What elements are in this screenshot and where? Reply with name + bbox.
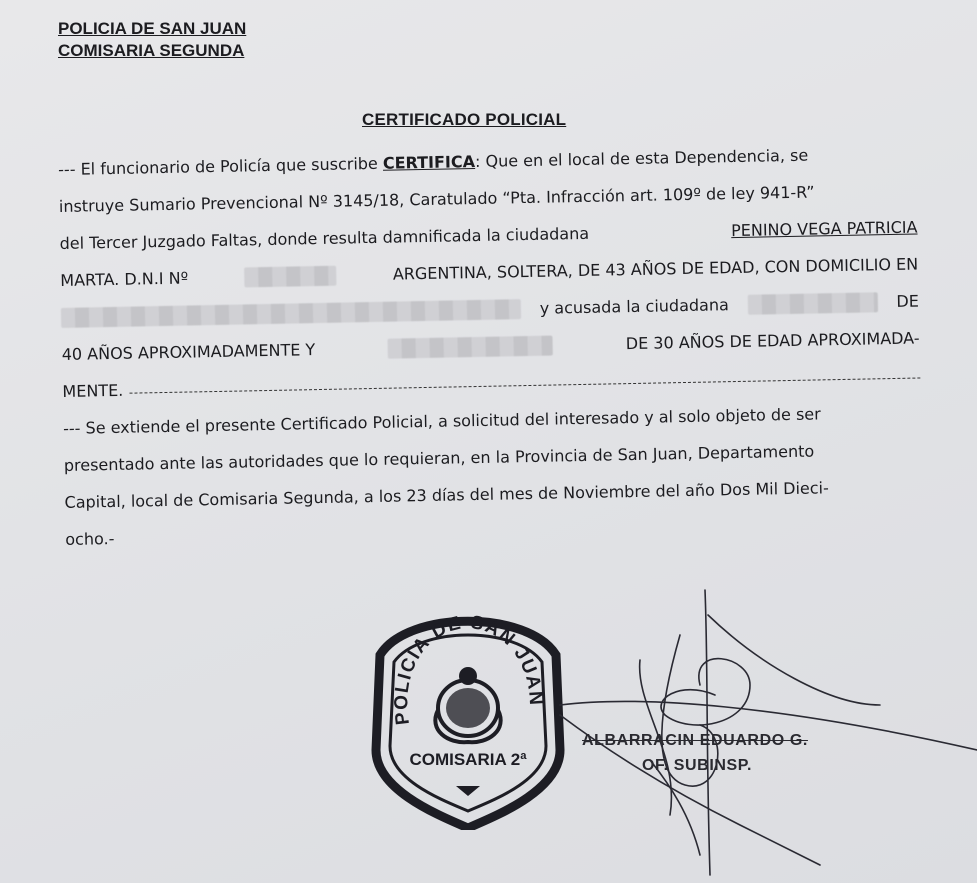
body-text: : Que en el local de esta Dependencia, se xyxy=(474,145,809,171)
police-seal-stamp xyxy=(368,600,568,830)
coat-of-arms-icon xyxy=(435,667,500,742)
body-text: y acusada la ciudadana xyxy=(539,295,729,318)
seal-triangle-mark xyxy=(456,786,480,796)
body-text: instruye Sumario Prevencional Nº 3145/18, Caratulado “Pta. Infracción art. 109º de ley 941-R” xyxy=(58,182,815,216)
seal-station-text: COMISARIA 2ª xyxy=(409,750,527,769)
signer-block xyxy=(582,728,808,778)
certifica-word: CERTIFICA xyxy=(382,151,476,173)
body-text: --- Se extiende el presente Certificado Policial, a solicitud del interesado y al solo objeto de ser xyxy=(62,404,821,438)
victim-name: PENINO VEGA PATRICIA xyxy=(730,217,918,241)
body-text: MARTA. D.N.I Nº xyxy=(60,268,189,290)
redacted-dni xyxy=(244,266,336,288)
body-text: DE 30 AÑOS DE EDAD APROXIMADA- xyxy=(625,328,920,354)
body-text: Capital, local de Comisaria Segunda, a los 23 días del mes de Noviembre del año Dos Mil Dieci- xyxy=(64,478,829,512)
body-text: --- El funcionario de Policía que suscribe xyxy=(58,153,384,179)
issuing-office-header xyxy=(58,18,246,62)
seal-ring-text: POLICIA DE SAN JUAN xyxy=(391,611,547,727)
redacted-accused-name-2 xyxy=(388,336,553,359)
header-police-name: POLICIA DE SAN JUAN xyxy=(58,19,247,38)
body-text: del Tercer Juzgado Faltas, donde resulta damnificada la ciudadana xyxy=(59,223,595,253)
body-text: 40 AÑOS APROXIMADAMENTE Y xyxy=(61,340,316,364)
document-title: CERTIFICADO POLICIAL xyxy=(362,110,567,129)
body-text: ARGENTINA, SOLTERA, DE 43 AÑOS DE EDAD, CON DOMICILIO EN xyxy=(392,254,919,284)
signer-name: ALBARRACIN EDUARDO G. xyxy=(582,732,808,749)
signer-rank: OF. SUBINSP. xyxy=(642,757,753,774)
certificate-body xyxy=(58,144,924,567)
body-text: MENTE. xyxy=(62,380,124,401)
redacted-accused-name-1 xyxy=(747,292,877,314)
body-text: DE xyxy=(896,291,920,311)
body-text: presentado ante las autoridades que lo requieran, en la Provincia de San Juan, Departamento xyxy=(63,441,815,475)
header-station-name: COMISARIA SEGUNDA xyxy=(58,41,245,60)
body-text: ocho.- xyxy=(65,528,115,549)
